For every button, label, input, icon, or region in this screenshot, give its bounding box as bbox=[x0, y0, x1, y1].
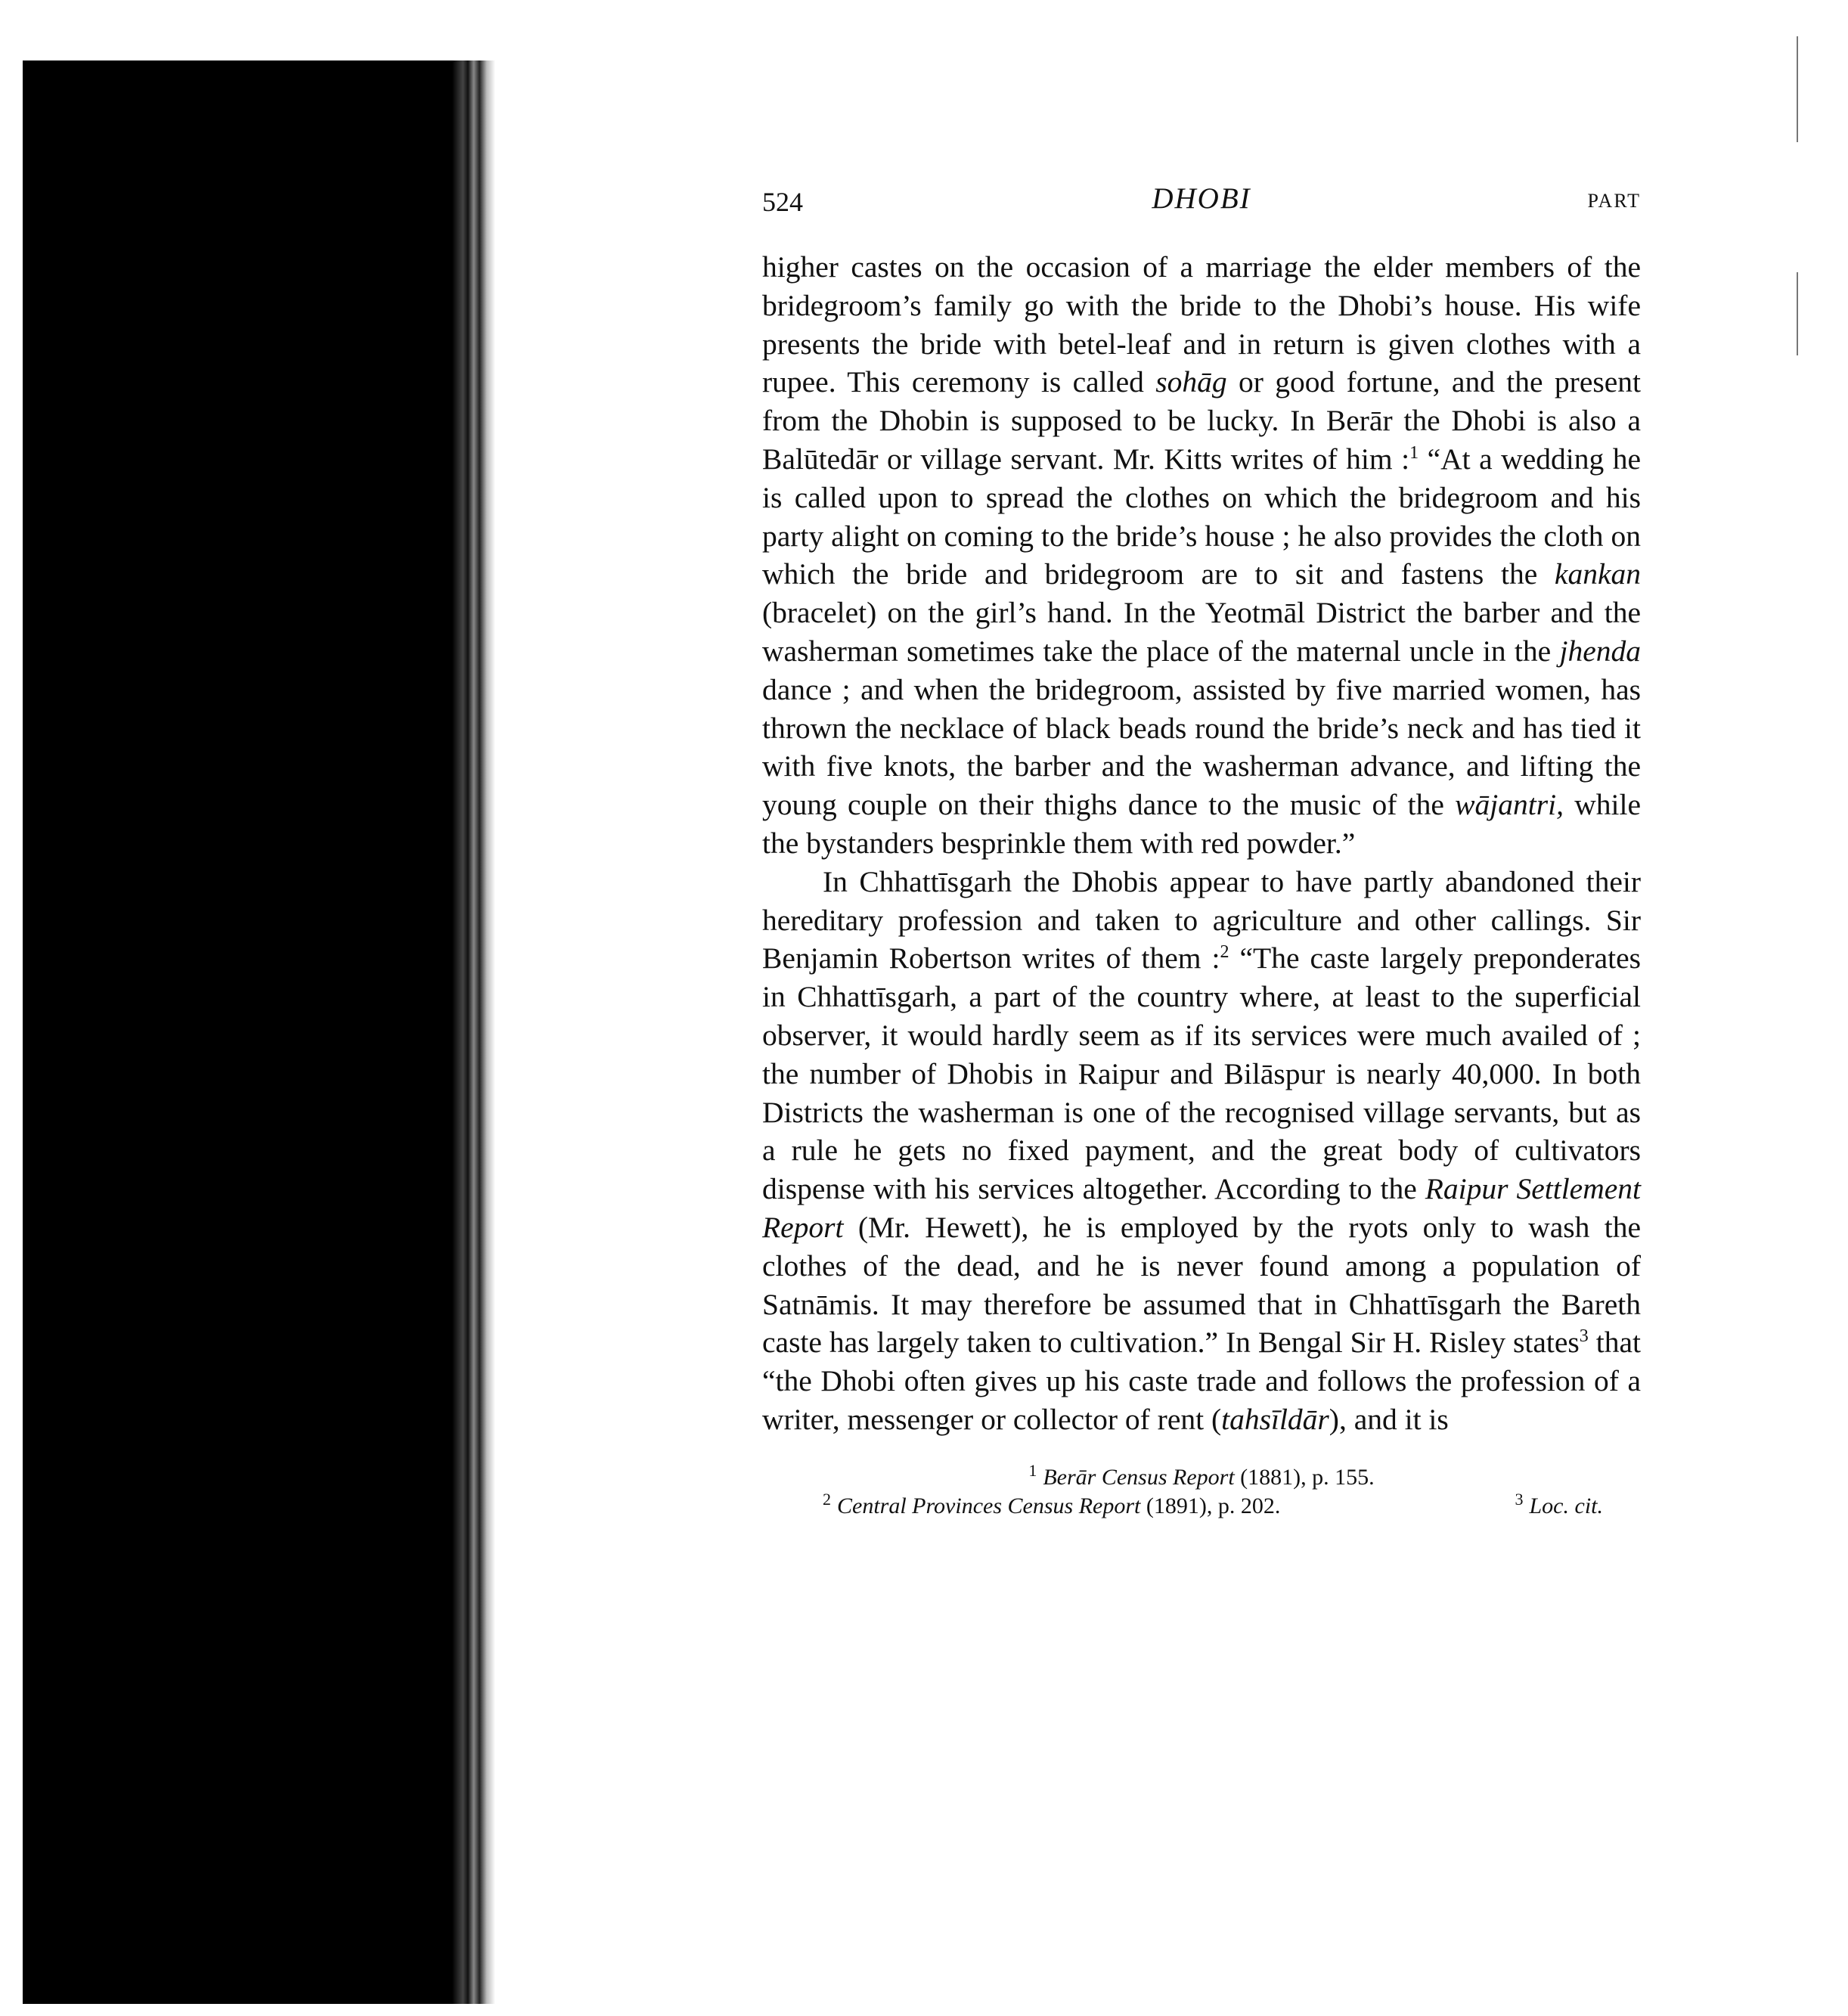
running-title: DHOBI bbox=[1152, 182, 1251, 215]
italic-term: tahsīldār bbox=[1221, 1402, 1329, 1436]
footnote-ref: 1 bbox=[1409, 442, 1419, 463]
paragraph: higher castes on the occasion of a marriage the elder members of the bridegroom’s family go with the bride to the Dhobi’s house. His wife presents the bride with betel-leaf and in return is given clothes with a rupee. This ceremony is called sohāg or good fortune, and the present from the Dhobin is supposed to be lucky. In Berār the Dhobi is also a Balūtedār or village servant. Mr. Kitts writes of him :$^1$ “At a wedding he is called upon to spread the clothes on which the bridegroom and his party alight on coming to the bride’s house ; he also provides the cloth on which the bride and bridegroom are to sit and fastens the kankan (bracelet) on the girl’s hand. In the Yeotmāl District the barber and the washerman sometimes take the place of the maternal uncle in the jhenda dance ; and when the bridegroom, assisted by five married women, has thrown the necklace of black beads round the bride’s neck and has tied it with five knots, the barber and the washerman advance, and lifting the young couple on their thighs dance to the music of the wājantri, while the bystanders besprinkle them with red powder.” bbox=[762, 250, 1641, 860]
part-label: PART bbox=[1587, 190, 1641, 212]
paragraph: In Chhattīsgarh the Dhobis appear to have partly abandoned their hereditary profession and taken to agriculture and other callings. Sir Benjamin Robertson writes of them :$^2$ “The caste largely preponderates in Chhattīsgarh, a part of the country where, at least to the superficial observer, it would hardly seem as if its services were much availed of ; the number of Dhobis in Raipur and Bilāspur is nearly 40,000. In both Districts the washerman is one of the recognised village servants, but as a rule he gets no fixed payment, and the great body of cultivators dispense with his services altogether. According to the Raipur Settlement Report (Mr. Hewett), he is employed by the ryots only to wash the clothes of the dead, and he is never found among a population of Satnāmis. It may therefore be assumed that in Chhattīsgarh the Bareth caste has largely taken to cultivation.” In Bengal Sir H. Risley states$^3$ that “the Dhobi often gives up his caste trade and follows the profession of a writer, messenger or collector of rent (tahsīldār), and it is bbox=[762, 864, 1641, 1436]
book-page bbox=[762, 181, 1641, 1521]
footnotes bbox=[762, 1460, 1641, 1521]
running-head bbox=[762, 181, 1641, 227]
italic-title: Raipur Settlement Report bbox=[762, 1172, 1641, 1244]
italic-term: wājantri, bbox=[1455, 788, 1564, 822]
italic-term: kankan bbox=[1554, 557, 1641, 591]
footnote-number: 2 bbox=[823, 1489, 831, 1509]
scan-edge-mark bbox=[1797, 36, 1798, 142]
scan-edge-mark bbox=[1797, 272, 1798, 355]
footnote-number: 3 bbox=[1515, 1489, 1524, 1509]
scan-dark-margin bbox=[23, 60, 488, 2004]
scan-gutter-shadow bbox=[423, 60, 495, 2004]
footnote: $^3$ Loc. cit. bbox=[1515, 1489, 1603, 1518]
italic-term: sohāg bbox=[1155, 365, 1227, 399]
footnote-row bbox=[762, 1489, 1641, 1521]
footnote: $^2$ Central Provinces Census Report (1891), p. 202. bbox=[823, 1489, 1281, 1518]
footnote-ref: 2 bbox=[1220, 942, 1229, 963]
footnote: $^1$ Berār Census Report (1881), p. 155. bbox=[1028, 1460, 1375, 1490]
footnote-ref: 3 bbox=[1579, 1326, 1589, 1347]
page-number: 524 bbox=[762, 187, 803, 217]
body-text bbox=[762, 248, 1641, 1439]
italic-term: jhenda bbox=[1559, 634, 1641, 668]
footnote-number: 1 bbox=[1028, 1460, 1037, 1480]
